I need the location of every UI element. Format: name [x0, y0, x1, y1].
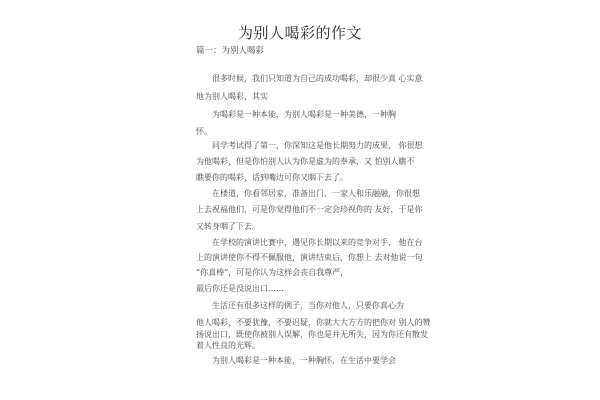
paragraph-line: 为他喝彩，但是你怕别人认为你是虚为的奉承，又 怕别人瞧不: [196, 157, 415, 166]
paragraph-line: 生活还有很多这样的例子，当你对他人，只要你真心为: [212, 301, 404, 310]
paragraph-line: 为别人喝彩是一种本能，一种胸怀，在生活中要学会: [212, 356, 396, 365]
paragraph-line: 着人性良的光辉。: [196, 341, 260, 350]
paragraph-line: 最后你还是没说出口……: [196, 284, 284, 293]
paragraph-line: 很多时候，我们只知道为自己的成功喝彩，却很少真 心实意: [212, 74, 423, 83]
paragraph-line: 上去祝福他们，可是你觉得他们不一定会珍视你的 友好，于是你: [196, 205, 423, 214]
paragraph-line: 为喝彩是一种本能，为别人喝彩是一种美德，一种胸: [212, 110, 396, 119]
paragraph-line: 又转身咽了下去。: [196, 222, 260, 231]
paragraph-line: “你真棒”，可是你认为这样会丧自我尊严，: [196, 268, 349, 277]
paragraph-line: 他人喝彩，不要犹豫，不要迟疑，你就大大方方的把你对 别人的赞: [196, 318, 431, 327]
paragraph-line: 上的演讲使你不得不佩服他，演讲结束后，你想上 去对他说一句: [196, 253, 423, 262]
paragraph-line: 同学考试得了第一，你深知这是他长期努力的成果， 你很想: [212, 141, 423, 150]
paragraph-line: 瞧要你的喝彩，话到嘴边可你又咽下去了。: [196, 173, 348, 182]
paragraph-line: 怀。: [196, 127, 212, 136]
section-heading: 篇一：为别人喝彩: [196, 46, 265, 56]
page-title: 为别人喝彩的作文: [237, 24, 362, 42]
paragraph-line: 在楼道，你看邻居家，准备出门，一家人和乐融融，你很想: [212, 189, 420, 198]
paragraph-line: 扬说出口，既使你被别人误解，你也是并无所失，因为你还有散发: [196, 330, 428, 339]
paragraph-line: 在学校的演讲比赛中，遇见你长期以来的竞争对手， 他在台: [212, 238, 423, 247]
paragraph-line: 地为别人喝彩，其实: [196, 92, 268, 101]
